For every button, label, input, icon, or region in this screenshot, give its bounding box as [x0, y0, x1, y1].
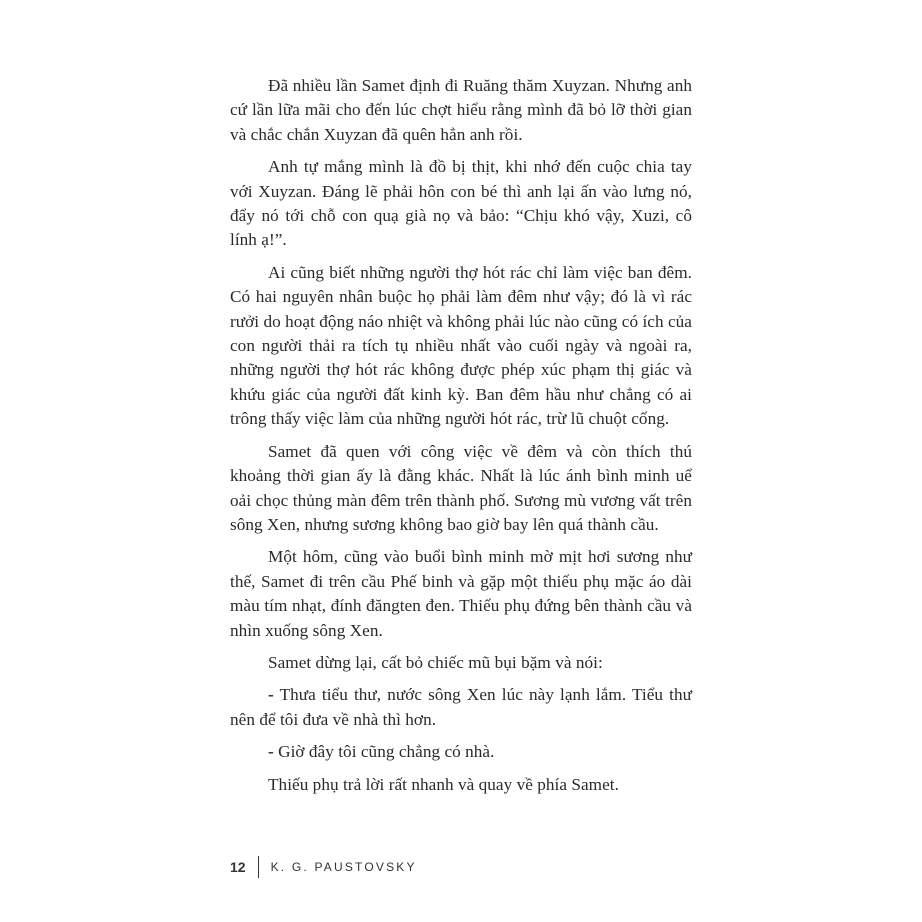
paragraph: Đã nhiều lần Samet định đi Ruăng thăm Xuyzan. Nhưng anh cứ lần lữa mãi cho đến lúc chợt hiểu rằng mình đã bỏ lỡ thời gian và chắc chắn Xuyzan đã quên hẳn anh rồi.: [230, 76, 692, 144]
paragraph: Thiếu phụ trả lời rất nhanh và quay về phía Samet.: [268, 774, 619, 794]
paragraph: Anh tự mắng mình là đồ bị thịt, khi nhớ đến cuộc chia tay với Xuyzan. Đáng lẽ phải hôn con bé thì anh lại ấn vào lưng nó, đẩy nó tới chỗ con quạ già nọ và bảo: “Chịu khó vậy, Xuzi, cô lính ạ!”.: [230, 157, 692, 250]
dialogue-dash: -: [268, 742, 274, 762]
page-number: 12: [230, 859, 246, 875]
paragraph: Một hôm, cũng vào buổi bình minh mờ mịt hơi sương như thế, Samet đi trên cầu Phế binh và gặp một thiếu phụ mặc áo dài màu tím nhạt, đính đăngten đen. Thiếu phụ đứng bên thành cầu và nhìn xuống sông Xen.: [230, 547, 692, 640]
dialogue-line: [230, 683, 692, 732]
paragraph: Samet đã quen với công việc về đêm và còn thích thú khoảng thời gian ấy là đằng khác. Nhất là lúc ánh bình minh uể oải chọc thủng màn đêm trên thành phố. Sương mù vương vất trên sông Xen, nhưng sương không bao giờ bay lên quá thành cầu.: [230, 441, 692, 534]
running-head-author: K. G. PAUSTOVSKY: [270, 860, 417, 874]
dialogue-line: [230, 740, 692, 764]
paragraph: Ai cũng biết những người thợ hót rác chỉ làm việc ban đêm. Có hai nguyên nhân buộc họ phải làm đêm như vậy; đó là vì rác rưởi do hoạt động náo nhiệt và không phải lúc nào cũng có ích của con người thải ra tích tụ nhiều nhất vào cuối ngày và ngoài ra, những người thợ hót rác không được phép xúc phạm thị giác và khứu giác của người đất kinh kỳ. Ban đêm hầu như chẳng có ai trông thấy việc làm của những người hót rác, trừ lũ chuột cống.: [230, 262, 692, 429]
footer-divider: [258, 856, 259, 878]
dialogue-dash: -: [268, 685, 274, 705]
page-footer: [230, 853, 417, 881]
dialogue-text: Giờ đây tôi cũng chẳng có nhà.: [278, 742, 495, 762]
paragraph: Samet dừng lại, cất bỏ chiếc mũ bụi bặm và nói:: [268, 652, 603, 672]
page-body: [230, 74, 692, 805]
dialogue-text: Thưa tiểu thư, nước sông Xen lúc này lạnh lắm. Tiểu thư nên để tôi đưa về nhà thì hơn.: [230, 685, 692, 729]
